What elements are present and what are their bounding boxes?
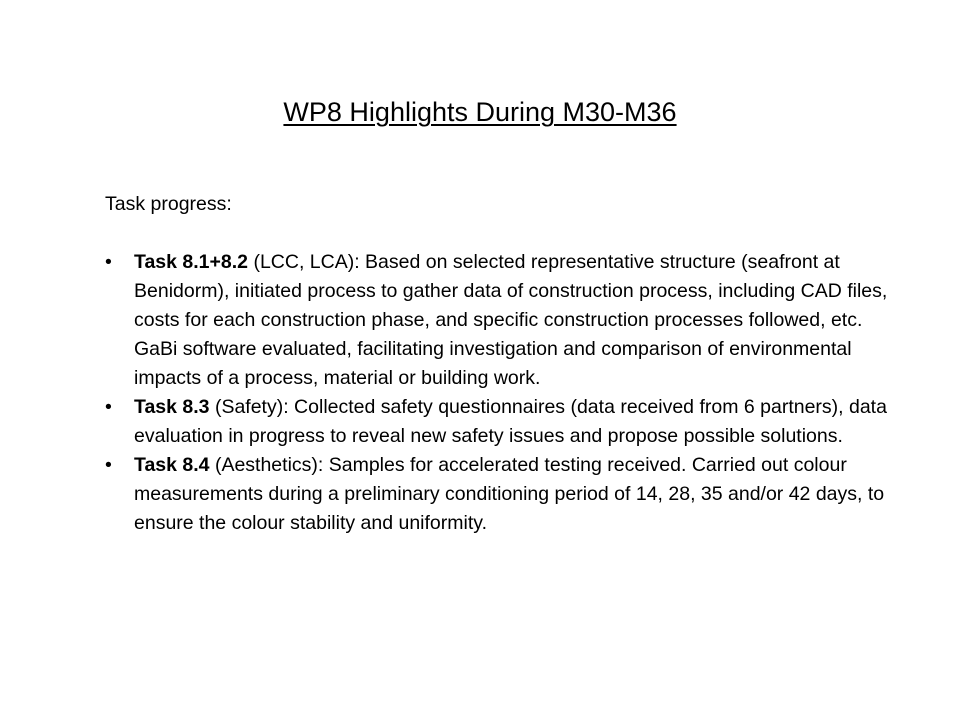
task-item-heading: Task 8.3 — [134, 396, 210, 418]
task-item-8-4 — [105, 451, 905, 538]
spacer — [105, 219, 905, 248]
task-item-heading: Task 8.1+8.2 — [134, 251, 249, 273]
task-list — [105, 248, 905, 538]
slide-content — [105, 190, 905, 538]
task-item-text: (Safety): Collected safety questionnaires (data received from 6 partners), data evaluation in progress to reveal new safety issues and propose possible solutions. — [134, 396, 887, 447]
bullet-icon: • — [105, 251, 112, 273]
bullet-icon: • — [105, 454, 112, 476]
task-item-text: (LCC, LCA): Based on selected representative structure (seafront at Benidorm), initiated process to gather data of construction process, including CAD files, costs for each construction phase, and specific construction processes followed, etc. GaBi software evaluated, facilitating investigation and comparison of environmental impacts of a process, material or building work. — [134, 251, 888, 389]
task-progress-heading: Task progress: — [105, 193, 232, 215]
task-item-8-3 — [105, 393, 905, 451]
task-item-heading: Task 8.4 — [134, 454, 210, 476]
task-item-text: (Aesthetics): Samples for accelerated testing received. Carried out colour measurements during a preliminary conditioning period of 14, 28, 35 and/or 42 days, to ensure the colour stability and uniformity. — [134, 454, 885, 534]
task-item-8-1-8-2 — [105, 248, 905, 393]
slide-title: WP8 Highlights During M30-M36 — [283, 97, 677, 127]
bullet-icon: • — [105, 396, 112, 418]
